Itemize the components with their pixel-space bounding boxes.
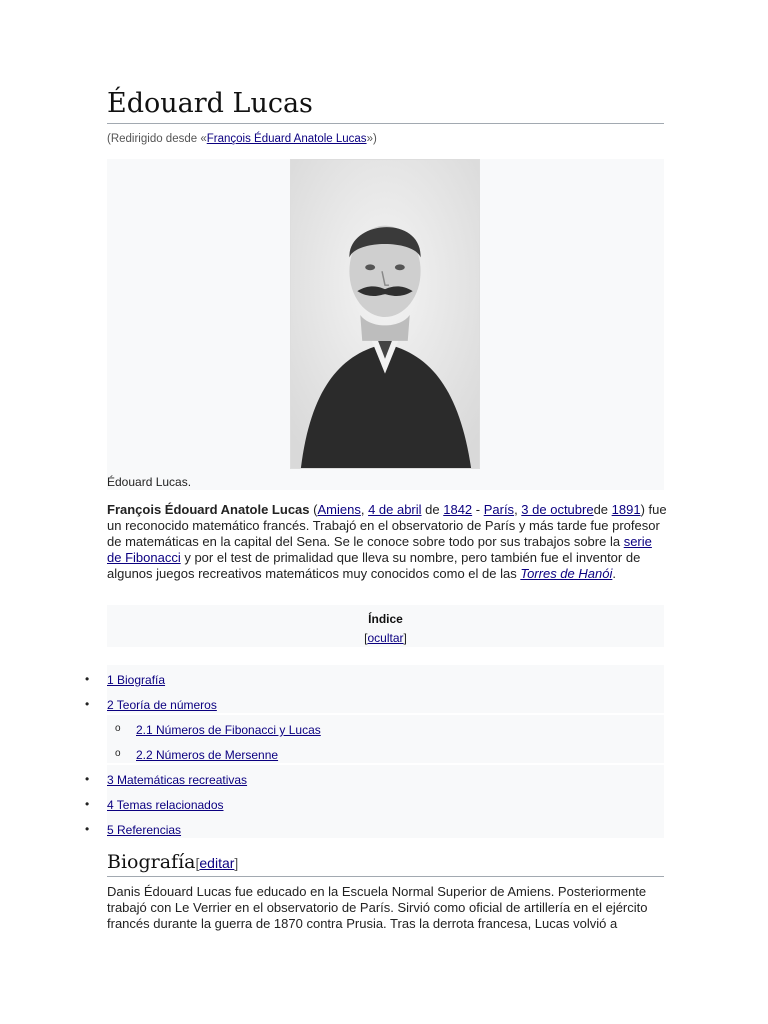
portrait-photo[interactable] <box>290 159 480 469</box>
section-heading-biografia <box>107 851 238 873</box>
toc-bullet: • <box>85 672 90 686</box>
figure-caption: Édouard Lucas. <box>107 475 192 489</box>
toc-item[interactable]: 2 Teoría de números <box>107 698 217 712</box>
redirect-prefix: (Redirigido desde « <box>107 133 207 145</box>
toc-item[interactable]: 4 Temas relacionados <box>107 798 224 812</box>
intro-text: ) fue un reconocido matemático francés. Trabajó en el observatorio de París y más tarde fue profesor de matemáticas en la capital del Sena. Se le conoce sobre todo por sus trabajos sobre la <box>107 502 667 549</box>
toc-bullet: • <box>85 797 90 811</box>
subject-name: François Édouard Anatole Lucas <box>107 502 310 517</box>
edit-bracket: [ <box>195 855 200 871</box>
intro-text: de <box>421 502 444 517</box>
intro-paragraph <box>107 502 667 582</box>
link-year-1891[interactable]: 1891 <box>611 502 641 517</box>
edit-section <box>196 855 239 871</box>
link-fibonacci-series[interactable]: serie de Fibonacci <box>107 534 652 565</box>
link-birth-date[interactable]: 4 de abril <box>368 502 422 517</box>
intro-text: - <box>472 502 484 517</box>
intro-text: ( <box>309 502 318 517</box>
toc-item[interactable]: 5 Referencias <box>107 823 182 837</box>
toc-header <box>107 605 664 647</box>
toc-toggle-bracket: ] <box>403 631 407 645</box>
redirect-link[interactable]: François Éduard Anatole Lucas <box>206 133 367 145</box>
page-title: Édouard Lucas <box>107 88 313 119</box>
link-year-1842[interactable]: 1842 <box>443 502 473 517</box>
toc-bullet: • <box>85 822 90 836</box>
portrait-illustration <box>291 160 479 468</box>
toc-subitem[interactable]: 2.1 Números de Fibonacci y Lucas <box>136 723 321 737</box>
toc-bullet: • <box>85 697 90 711</box>
section-divider <box>107 876 664 877</box>
link-amiens[interactable]: Amiens <box>317 502 361 517</box>
intro-text: , <box>360 502 369 517</box>
link-death-date[interactable]: 3 de octubre <box>521 502 594 517</box>
toc-sub-bullet: o <box>115 723 121 734</box>
toc-bullet: • <box>85 772 90 786</box>
toc-subitem[interactable]: 2.2 Números de Mersenne <box>136 748 279 762</box>
toc-item[interactable]: 1 Biografía <box>107 673 166 687</box>
portrait-figure <box>107 159 664 490</box>
intro-text: y por el test de primalidad que lleva su nombre, pero también fue el inventor de algunos juegos recreativos matemáticos muy conocidos como el de las <box>107 550 641 581</box>
title-divider <box>107 123 664 124</box>
link-paris[interactable]: París <box>483 502 515 517</box>
intro-text: , <box>514 502 522 517</box>
toc-hide-link[interactable]: ocultar <box>367 631 404 645</box>
intro-text: de <box>593 502 612 517</box>
intro-text: . <box>612 566 616 581</box>
redirect-note <box>107 133 377 145</box>
toc-toggle-bracket: [ <box>364 631 368 645</box>
toc-toggle <box>107 631 664 645</box>
section-heading-text: Biografía <box>107 851 196 873</box>
toc-title: Índice <box>368 612 403 626</box>
toc-item[interactable]: 3 Matemáticas recreativas <box>107 773 248 787</box>
table-of-contents <box>107 605 664 647</box>
toc-sub-bullet: o <box>115 748 121 759</box>
edit-section-link[interactable]: editar <box>199 855 235 871</box>
link-towers-of-hanoi[interactable]: Torres de Hanói <box>520 566 613 581</box>
redirect-suffix: ») <box>366 133 377 145</box>
biografia-paragraph: Danis Édouard Lucas fue educado en la Escuela Normal Superior de Amiens. Posteriormente trabajó con Le Verrier en el observatorio de París. Sirvió como oficial de artillería en el ejército francés durante la guerra de 1870 contra Prusia. Tras la derrota francesa, Lucas volvió a <box>107 884 648 931</box>
edit-bracket: ] <box>234 855 239 871</box>
